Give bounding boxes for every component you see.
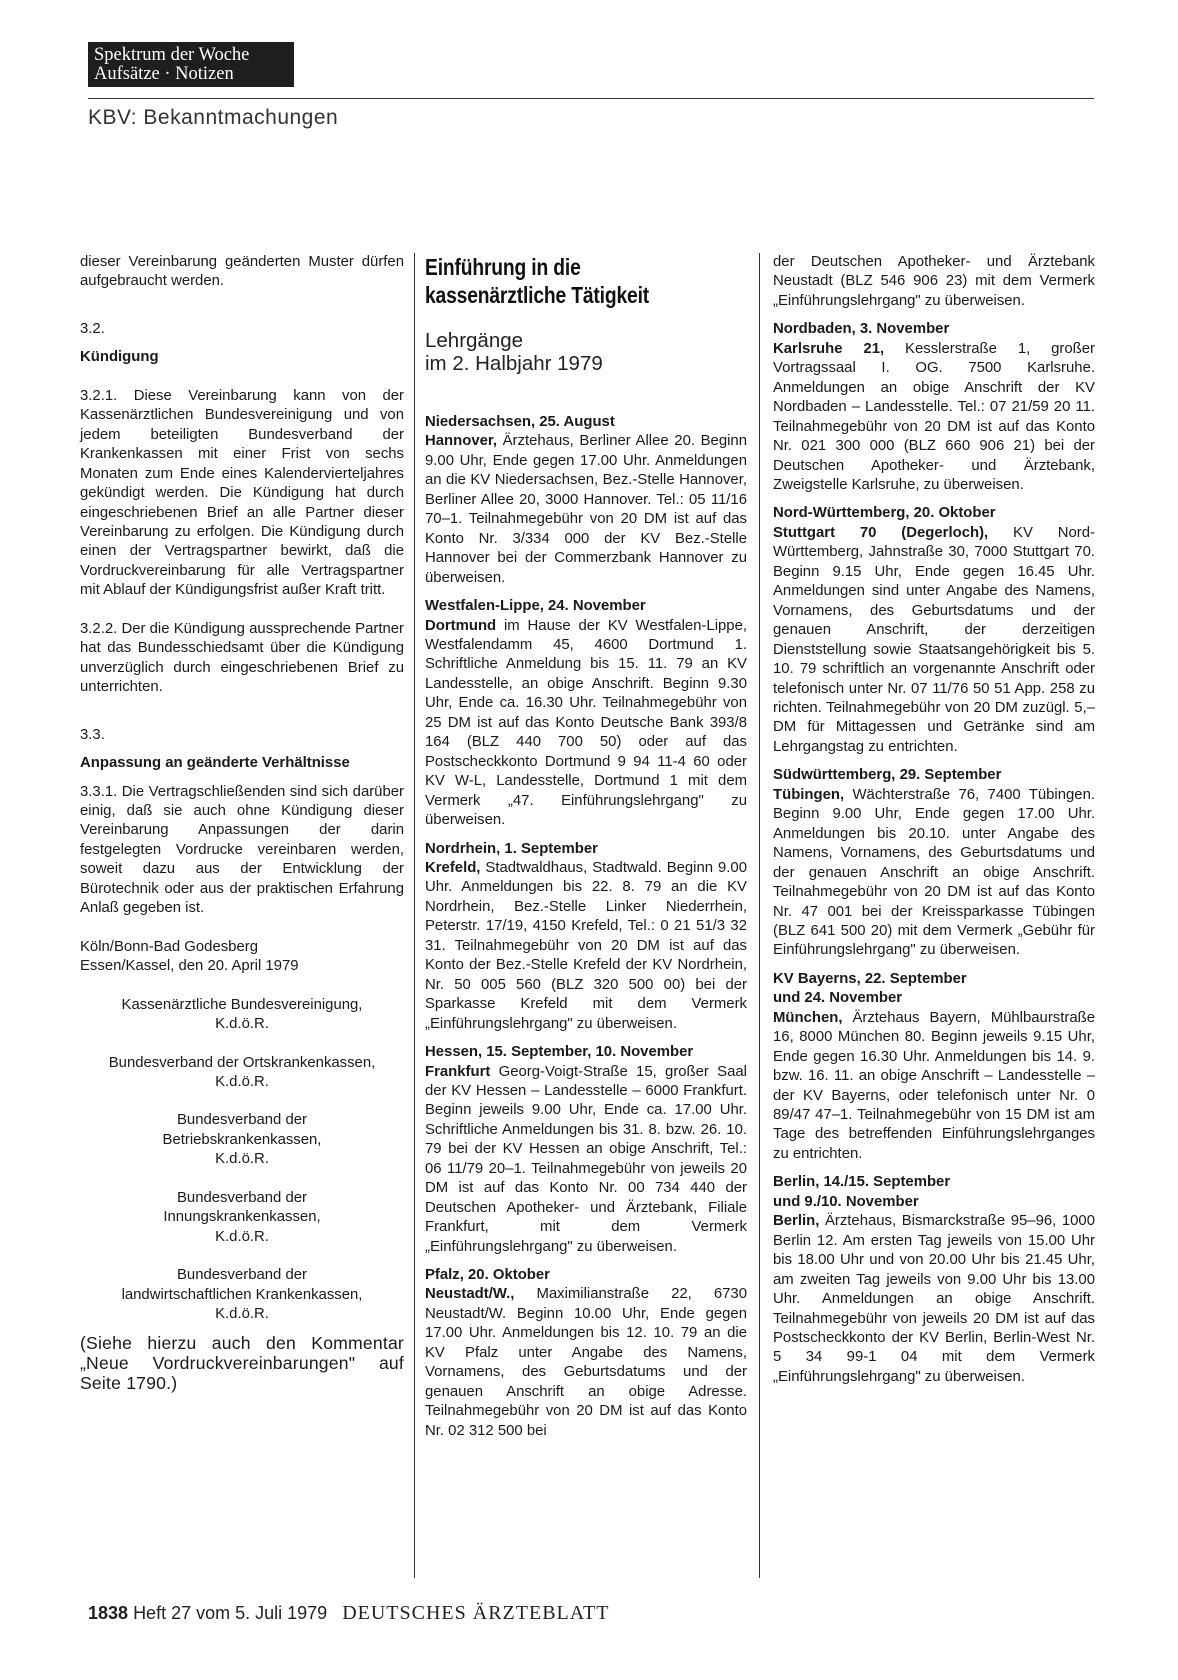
signatory-4-line2: Innungskrankenkassen, [163, 1209, 321, 1226]
course-nordwuerttemberg-details: KV Nord-Württemberg, Jahnstraße 30, 7000 Stuttgart 70. Beginn 9.15 Uhr, Ende gegen 16.45 Uhr. Anmeldungen sind unter Angabe des Namens, Vornamens, des Geburtsdatums und der genauen Anschrift, der derzeitigen Dienststellung sowie Staatsangehörigkeit bis 5. 10. 79 schriftlich an vorgenannte Anschrift oder telefonisch unter Nr. 07 11/76 50 51 App. 258 zu richten. Teilnahmegebühr von 20 DM zuzügl. 5,– DM für Mittagessen und Getränke sind am Lehrgangstag zu entrichten. [773, 524, 1095, 755]
course-bayern-text [773, 1009, 1095, 1165]
signatory-1: Kassenärztliche Bundesvereinigung, [121, 996, 363, 1013]
section-3-2-number: 3.2. [80, 320, 105, 337]
page-number: 1838 [88, 1603, 129, 1623]
course-suedwuerttemberg-city: Tübingen, [773, 786, 845, 803]
article-title-line2: kassenärztliche Tätigkeit [425, 282, 650, 308]
course-niedersachsen-city: Hannover, [425, 433, 497, 450]
course-nordbaden-heading: Nordbaden, 3. November [773, 321, 950, 338]
signatory-4: Bundesverband der [177, 1189, 307, 1206]
course-nordrhein-heading: Nordrhein, 1. September [425, 840, 598, 857]
column-2 [425, 253, 747, 1441]
course-berlin-heading-line2: und 9./10. November [773, 1193, 919, 1210]
place-line-1: Köln/Bonn-Bad Godesberg [80, 938, 258, 955]
article-title-line1: Einführung in die [425, 254, 581, 280]
section-3-3-title: Anpassung an geänderte Verhältnisse [80, 755, 350, 772]
header-rule [88, 98, 1094, 99]
masthead-line2: Aufsätze · Notizen [94, 64, 234, 84]
course-nordwuerttemberg-text [773, 524, 1095, 757]
masthead-line1: Spektrum der Woche [94, 45, 250, 65]
continued-text: der Deutschen Apotheker- und Ärztebank Neustadt (BLZ 546 906 23) mit dem Vermerk „Einführungslehrgang" zu überweisen. [773, 254, 1095, 309]
course-hessen-heading: Hessen, 15. September, 10. November [425, 1044, 694, 1061]
signatory-3-form: K.d.ö.R. [215, 1151, 269, 1168]
masthead-logo [88, 42, 294, 87]
paragraph-3-2-1: 3.2.1. Diese Vereinbarung kann von der Kassenärztlichen Bundesvereinigung und von jedem beteiligten Bundesverband der Krankenkassen mit einer Frist von sechs Monaten zum Ende eines Kalendervierteljahres gekündigt werden. Die Kündigung hat durch eingeschriebenen Brief an alle Partner dieser Vereinbarung zu erfolgen. Die Kündigung durch einen der Vertragspartner bewirkt, daß die Vordruckvereinbarung für alle Vertragspartner mit Ablauf der Kündigungsfrist außer Kraft tritt. [80, 387, 404, 599]
course-nordrhein-city: Krefeld, [425, 859, 481, 876]
signatory-3-line2: Betriebskrankenkassen, [162, 1131, 322, 1148]
course-bayern-heading: KV Bayerns, 22. September [773, 970, 967, 987]
column-3 [773, 253, 1095, 1387]
course-westfalen-heading: Westfalen-Lippe, 24. November [425, 598, 646, 615]
course-pfalz-details: Maximilianstraße 22, 6730 Neustadt/W. Beginn 10.00 Uhr, Ende gegen 17.00 Uhr. Anmeldungen bis 12. 10. 79 an die KV Pfalz unter Angabe des Namens, Vornamens, des Geburtsdatums und der genauen Anschrift an obige Adresse. Teilnahmegebühr von 20 DM ist auf das Konto Nr. 02 312 500 bei [425, 1286, 747, 1439]
course-hessen-details: Georg-Voigt-Straße 15, großer Saal der KV Hessen – Landesstelle – 6000 Frankfurt. Beginn jeweils 9.00 Uhr, Ende ca. 17.00 Uhr. Schriftliche Anmeldungen bis 31. 8. bzw. 26. 10. 79 bei der KV Hessen an obige Anschrift, Tel.: 06 11/79 20–1. Teilnahmegebühr von jeweils 20 DM ist auf das Konto Nr. 00 734 440 der Deutschen Apotheker- und Ärztebank, Filiale Frankfurt, mit dem Vermerk „Einführungslehrgang" zu überweisen. [425, 1063, 747, 1255]
course-nordwuerttemberg-city: Stuttgart 70 (Degerloch), [773, 524, 989, 541]
column-1 [80, 253, 404, 1393]
course-westfalen-city: Dortmund [425, 617, 497, 634]
course-berlin-text [773, 1212, 1095, 1387]
course-pfalz-text [425, 1285, 747, 1441]
signatory-5-line2: landwirtschaftlichen Krankenkassen, [121, 1286, 363, 1303]
course-pfalz-city: Neustadt/W., [425, 1286, 515, 1303]
course-hessen-text [425, 1063, 747, 1258]
signatory-2-form: K.d.ö.R. [215, 1073, 269, 1090]
course-nordbaden-city: Karlsruhe 21, [773, 340, 885, 357]
course-suedwuerttemberg-heading: Südwürttemberg, 29. September [773, 767, 1002, 784]
magazine-name: DEUTSCHES ÄRZTEBLATT [342, 1602, 610, 1624]
course-hessen-city: Frankfurt [425, 1063, 491, 1080]
course-nordrhein-details: Stadtwaldhaus, Stadtwald. Beginn 9.00 Uhr. Anmeldungen bis 22. 8. 79 an die KV Nordrhein, Bez.-Stelle Linker Niederrhein, Peterstr. 17/19, 4150 Krefeld, Tel.: 0 21 51/3 32 31. Teilnahmegebühr von 20 DM ist auf das Konto der Bez.-Stelle Krefeld der KV Nordrhein, Nr. 50 005 560 (BLZ 320 500 00) bei der Sparkasse Krefeld mit dem Vermerk „Einführungslehrgang" zu überweisen. [425, 859, 747, 1032]
course-bayern-heading-line2: und 24. November [773, 990, 903, 1007]
course-nordbaden-details: Kesslerstraße 1, großer Vortragssaal I. OG. 7500 Karlsruhe. Anmeldungen an obige Anschrift der KV Nordbaden – Landesstelle. Tel.: 07 21/59 20 11. Teilnahmegebühr von 20 DM ist auf das Konto Nr. 021 300 000 (BLZ 660 906 21) bei der Deutschen Apotheker- und Ärztebank, Zweigstelle Karlsruhe, zu überweisen. [773, 340, 1096, 493]
course-berlin-city: Berlin, [773, 1213, 820, 1230]
course-bayern-city: München, [773, 1009, 843, 1026]
signatory-3: Bundesverband der [177, 1112, 307, 1129]
page-footer [88, 1602, 609, 1625]
course-suedwuerttemberg-text [773, 786, 1095, 961]
column-divider-right [759, 253, 760, 1578]
course-westfalen-details: im Hause der KV Westfalen-Lippe, Westfalendamm 45, 4600 Dortmund 1. Schriftliche Anmeldung bis 15. 11. 79 an KV Landesstelle, an obige Anschrift. Beginn 9.30 Uhr, Ende ca. 16.30 Uhr. Teilnahmegebühr von 25 DM ist auf das Konto Deutsche Bank 393/8 164 (BLZ 440 700 50) oder auf das Postscheckkonto Dortmund 9 94 11-4 60 oder KV W-L, Landesstelle, Dortmund 1 mit dem Vermerk „47. Einführungslehrgang" zu überweisen. [425, 617, 747, 829]
signatory-4-form: K.d.ö.R. [215, 1228, 269, 1245]
issue-info: Heft 27 vom 5. Juli 1979 [133, 1603, 328, 1623]
course-nordrhein-text [425, 859, 747, 1034]
signatory-1-form: K.d.ö.R. [215, 1016, 269, 1033]
course-nordwuerttemberg-heading: Nord-Württemberg, 20. Oktober [773, 505, 996, 522]
paragraph-3-2-2: 3.2.2. Der die Kündigung aussprechende Partner hat das Bundesschiedsamt über die Kündigung unverzüglich durch eingeschriebenen Brief zu unterrichten. [80, 620, 404, 696]
course-westfalen-text [425, 617, 747, 831]
article-subtitle-line2: im 2. Halbjahr 1979 [425, 352, 603, 375]
article-subtitle-line1: Lehrgänge [425, 329, 524, 352]
place-line-2: Essen/Kassel, den 20. April 1979 [80, 958, 299, 975]
course-niedersachsen-details: Ärztehaus, Berliner Allee 20. Beginn 9.00 Uhr, Ende gegen 17.00 Uhr. Anmeldungen an die KV Niedersachsen, Bez.-Stelle Hannover, Berliner Allee 20, 3000 Hannover. Tel.: 05 11/16 70–1. Teilnahmegebühr von 20 DM ist auf das Konto Nr. 3/334 000 der KV Bez.-Stelle Hannover bei der Commerzbank Hannover zu überweisen. [425, 433, 747, 586]
signatory-5-form: K.d.ö.R. [215, 1306, 269, 1323]
signatory-5: Bundesverband der [177, 1267, 307, 1284]
comment-note: (Siehe hierzu auch den Kommentar „Neue Vordruckvereinbarungen" auf Seite 1790.) [80, 1333, 404, 1394]
course-bayern-details: Ärztehaus Bayern, Mühlbaurstraße 16, 8000 München 80. Beginn jeweils 9.15 Uhr, Ende gegen 16.30 Uhr. Anmeldungen bis 14. 9. bzw. 16. 11. an obige Anschrift – Landesstelle – der KV Bayerns, oder telefonisch unter Nr. 0 89/47 47–1. Teilnahmegebühr von 15 DM ist am Tage des betreffenden Einführungslehrganges zu entrichten. [773, 1009, 1095, 1162]
course-niedersachsen-heading: Niedersachsen, 25. August [425, 414, 615, 430]
section-3-3-number: 3.3. [80, 726, 105, 743]
intro-text: dieser Vereinbarung geänderten Muster dürfen aufgebraucht werden. [80, 254, 404, 290]
course-niedersachsen-text [425, 432, 747, 588]
paragraph-3-3-1: 3.3.1. Die Vertragschließenden sind sich darüber einig, daß sie auch ohne Kündigung dieser Vereinbarung Anpassungen der darin festgelegten Vordrucke vereinbaren werden, soweit dazu aus der Entwicklung der Bürotechnik oder aus der praktischen Erfahrung Anlaß gegeben ist. [80, 783, 404, 917]
article-title [425, 253, 745, 309]
course-nordbaden-text [773, 340, 1095, 496]
course-suedwuerttemberg-details: Wächterstraße 76, 7400 Tübingen. Beginn 9.00 Uhr, Ende gegen 17.00 Uhr. Anmeldungen bis 20.10. unter Angabe des Namens, Vornamens, des Geburtsdatums und der genauen Anschrift an obige Anschrift. Teilnahmegebühr von 20 DM ist auf das Konto Nr. 47 001 bei der Kreissparkasse Tübingen (BLZ 641 500 20) mit dem Vermerk „Gebühr für Einführungslehrgang" zu überweisen. [773, 786, 1095, 959]
course-berlin-details: Ärztehaus, Bismarckstraße 95–96, 1000 Berlin 12. Am ersten Tag jeweils von 15.00 Uhr bis 18.00 Uhr und von 20.00 Uhr bis 21.45 Uhr, am zweiten Tag jeweils von 9.00 Uhr bis 13.00 Uhr. Anmeldungen an obige Anschrift. Teilnahmegebühr von jeweils 20 DM ist auf das Postscheckkonto der KV Berlin, Berlin-West Nr. 5 34 99-1 04 mit dem Vermerk „Einführungslehrgang" zu überweisen. [773, 1213, 1095, 1385]
signatory-2: Bundesverband der Ortskrankenkassen, [108, 1054, 376, 1071]
section-3-2-title: Kündigung [80, 349, 159, 366]
column-divider-left [414, 253, 415, 1578]
course-berlin-heading: Berlin, 14./15. September [773, 1174, 951, 1191]
article-subtitle [425, 329, 747, 375]
section-title: KBV: Bekanntmachungen [88, 106, 339, 129]
course-pfalz-heading: Pfalz, 20. Oktober [425, 1267, 550, 1284]
